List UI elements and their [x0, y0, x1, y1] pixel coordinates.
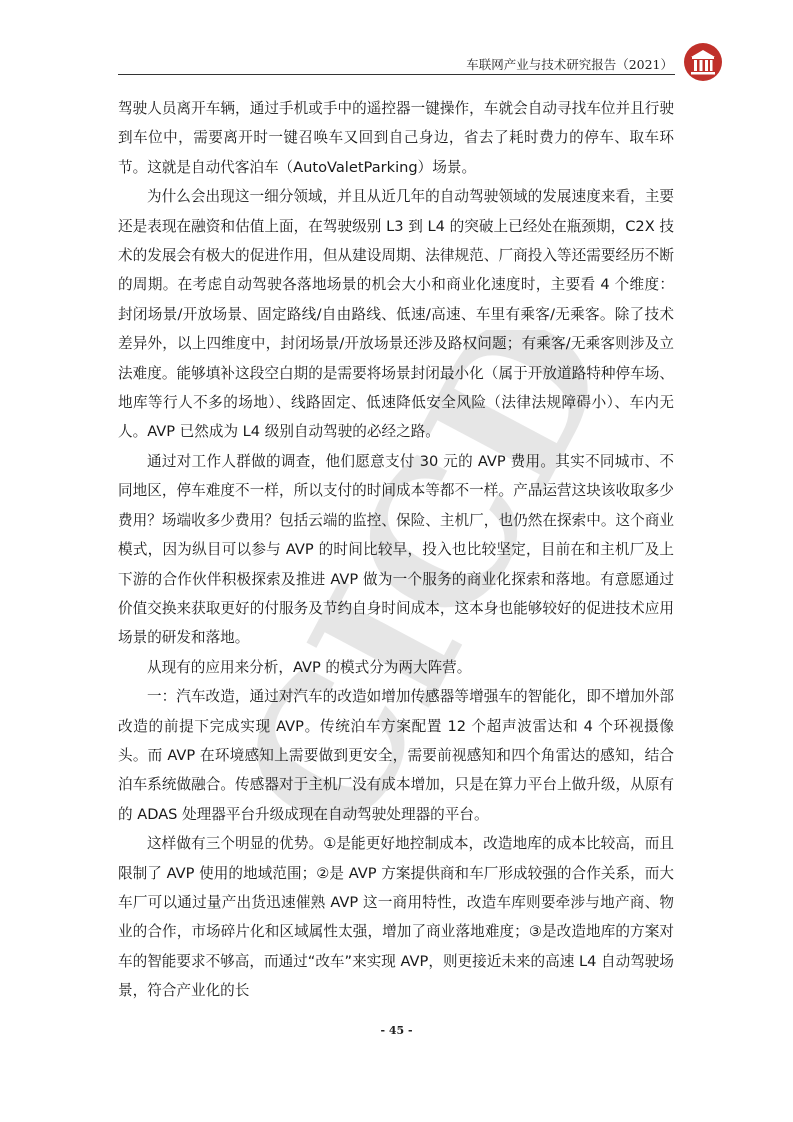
paragraph-1: 驾驶人员离开车辆，通过手机或手中的遥控器一键操作，车就会自动寻找车位并且行驶到车位中，需要离开时一键召唤车又回到自己身边，省去了耗时费力的停车、取车环节。这就是自动代客泊车（AutoValetParking）场景。 [118, 100, 674, 176]
paragraph-2: 为什么会出现这一细分领域，并且从近几年的自动驾驶领域的发展速度来看，主要还是表现在融资和估值上面，在驾驶级别 L3 到 L4 的突破上已经处在瓶颈期，C2X 技术的发展会有极大的促进作用，但从建设周期、法律规范、厂商投入等还需要经历不断的周期。在考虑自动驾驶各落地场景的机会大小和商业化速度时，主要看 4 个维度：封闭场景/开放场景、固定路线/自由路线、低速/高速、车里有乘客/无乘客。除了技术差异外，以上四维度中，封闭场景/开放场景还涉及路权问题；有乘客/无乘客则涉及立法难度。能够填补这段空白期的是需要将场景封闭最小化（属于开放道路特种停车场、地库等行人不多的场地）、线路固定、低速降低安全风险（法律法规障碍小）、车内无人。AVP 已然成为 L4 级别自动驾驶的必经之路。 [118, 188, 674, 441]
page-number: - 45 - [380, 1024, 413, 1037]
paragraph-3: 通过对工作人群做的调查，他们愿意支付 30 元的 AVP 费用。其实不同城市、不同地区，停车难度不一样，所以支付的时间成本等都不一样。产品运营这块该收取多少费用？场端收多少费用？包括云端的监控、保险、主机厂，也仍然在探索中。这个商业模式，因为纵目可以参与 AVP 的时间比较早，投入也比较坚定，目前在和主机厂及上下游的合作伙伴积极探索及推进 AVP 做为一个服务的商业化探索和落地。有意愿通过价值交换来获取更好的付服务及节约自身时间成本，这本身也能够较好的促进技术应用场景的研发和落地。 [118, 452, 674, 647]
header-rule [118, 74, 675, 75]
paragraph-6: 这样做有三个明显的优势。①是能更好地控制成本，改造地库的成本比较高，而且限制了 AVP 使用的地域范围；②是 AVP 方案提供商和车厂形成较强的合作关系，而大车厂可以通过量产出货迅速催熟 AVP 这一商用特性，改造车库则要牵涉与地产商、物业的合作，市场碎片化和区域属性太强，增加了商业落地难度；③是改造地库的方案对车的智能要求不够高，而通过“改车”来实现 AVP，则更接近未来的高速 L4 自动驾驶场景，符合产业化的长 [118, 835, 674, 1000]
watermark-text: CICD [240, 330, 640, 830]
paragraph-4: 从现有的应用来分析，AVP 的模式分为两大阵营。 [147, 658, 472, 676]
institution-logo-icon [683, 42, 723, 82]
document-body [118, 94, 674, 1006]
paragraph-5: 一：汽车改造，通过对汽车的改造如增加传感器等增强车的智能化，即不增加外部改造的前提下完成实现 AVP。传统泊车方案配置 12 个超声波雷达和 4 个环视摄像头。而 AVP 在环境感知上需要做到更安全，需要前视感知和四个角雷达的感知，结合泊车系统做融合。传感器对于主机厂没有成本增加，只是在算力平台上做升级，从原有的 ADAS 处理器平台升级成现在自动驾驶处理器的平台。 [118, 688, 674, 823]
header-title: 车联网产业与技术研究报告（2021） [466, 57, 673, 72]
page-header [118, 44, 675, 74]
